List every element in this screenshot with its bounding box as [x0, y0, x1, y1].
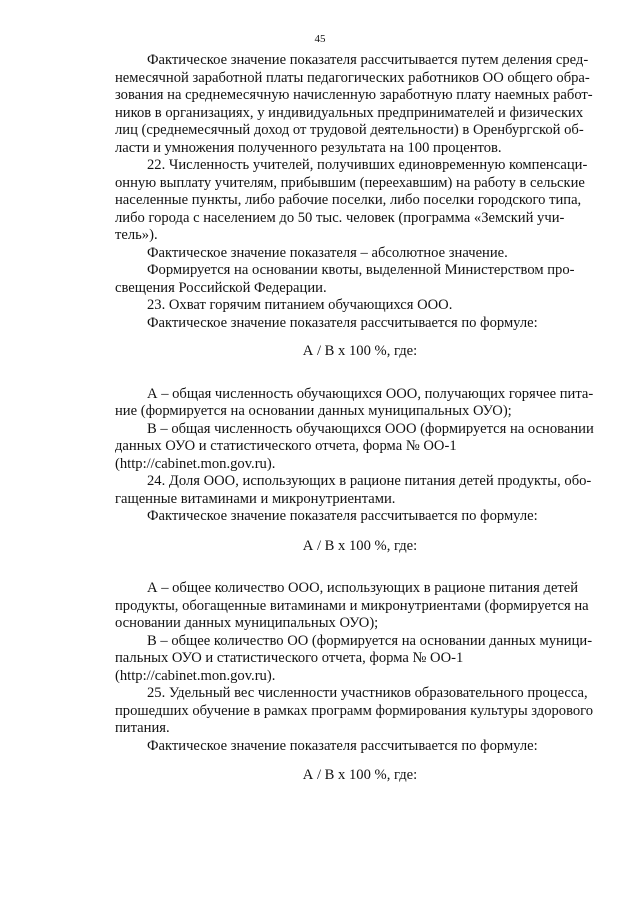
paragraph-formula-intro: Фактическое значение показателя рассчитывается по формуле:	[147, 314, 538, 331]
paragraph-salary-indicator: Фактическое значение показателя рассчитывается путем деления сред- немесячной заработной платы педагогических работников ОО общего обра- зования на среднемесячную начисленную заработную плату наемных работ- ников в организациях, у индивидуальных предпринимателей и физических лиц (среднемесячный доход от трудовой деятельности) в Оренбургской об- ласти и умножения полученного результата на 100 процентов.	[115, 52, 593, 156]
paragraph-formula-intro: Фактическое значение показателя рассчитывается по формуле:	[147, 508, 538, 524]
formula: А / В х 100 %, где:	[302, 767, 418, 783]
paragraph-item-23: 23. Охват горячим питанием обучающихся ООО.	[147, 297, 453, 313]
paragraph-definition-a: А – общее количество ООО, использующих в рационе питания детей продукты, обогащенные витаминами и микронутриентами (формируется на основании данных муниципальных ОУО);	[115, 580, 589, 631]
paragraph-definition-b: В – общая численность обучающихся ООО (формируется на основании данных ОУО и статистического отчета, форма № ОО-1 (http://cabinet.mon.gov.ru).	[115, 420, 594, 472]
paragraph-quota: Формируется на основании квоты, выделенной Министерством про- свещения Российской Федерации.	[115, 262, 575, 296]
paragraph-item-22: 22. Численность учителей, получивших единовременную компенсаци- онную выплату учителям, прибывшим (переехавшим) на работу в сельские населенные пункты, либо рабочие поселки, либо поселки городского типа, либо города с населением до 50 тыс. человек (программа «Земский учи- тель»).	[115, 157, 588, 243]
paragraph-item-24: 24. Доля ООО, использующих в рационе питания детей продукты, обо- гащенные витаминами и микронутриентами.	[115, 473, 592, 507]
paragraph-definition-b: В – общее количество ОО (формируется на основании данных муници- пальных ОУО и статистического отчета, форма № ОО-1 (http://cabinet.mon.gov.ru).	[115, 632, 593, 684]
paragraph-absolute-value: Фактическое значение показателя – абсолютное значение.	[147, 244, 508, 261]
paragraph-definition-a: А – общая численность обучающихся ООО, получающих горячее пита- ние (формируется на основании данных муниципальных ОУО);	[115, 385, 594, 419]
page-body	[115, 52, 605, 785]
page-number: 45	[314, 33, 326, 45]
formula: А / В х 100 %, где:	[302, 343, 418, 359]
paragraph-item-25: 25. Удельный вес численности участников образовательного процесса, прошедших обучение в рамках программ формирования культуры здорового питания.	[115, 685, 594, 736]
formula: А / В х 100 %, где:	[302, 537, 418, 554]
paragraph-formula-intro: Фактическое значение показателя рассчитывается по формуле:	[147, 737, 538, 754]
